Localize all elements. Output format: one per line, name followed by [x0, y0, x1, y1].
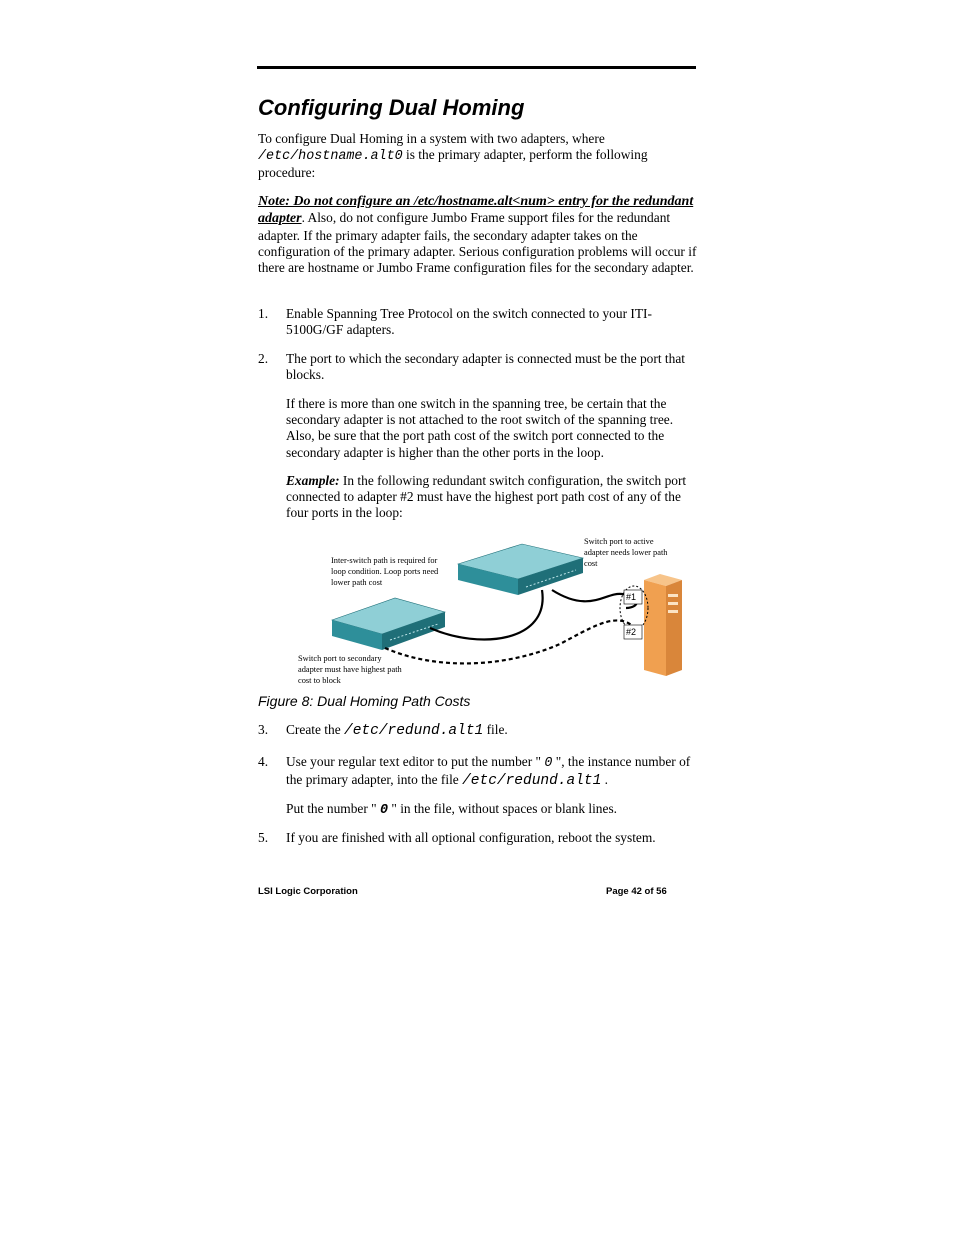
- step-3-path: /etc/redund.alt1: [344, 723, 484, 739]
- step-3: [258, 722, 698, 739]
- example-paragraph: [286, 473, 698, 522]
- dual-homing-figure: [290, 532, 700, 690]
- intro-text: To configure Dual Homing in a system with two adapters, where: [258, 131, 605, 146]
- page-title: Configuring Dual Homing: [258, 95, 525, 120]
- figure-caption: Figure 8: Dual Homing Path Costs: [258, 693, 471, 709]
- example-label: Example:: [286, 473, 340, 488]
- port-1-label: #1: [626, 592, 637, 602]
- step-2-paragraph: If there is more than one switch in the spanning tree, be certain that the secondary adapter is not attached to the root switch of the spanning tree. Also, be sure that the port path cost of the switch port connected to the secondary adapter is higher than the other ports in the loop.: [286, 396, 674, 460]
- note-bold: Note: Do not configure an /etc/hostname.alt<num> entry for the redundant adapter: [258, 194, 694, 227]
- step-4: [258, 754, 698, 789]
- switch-upper: [458, 544, 583, 595]
- interswitch-label: Inter-switch path is required for loop condition. Loop ports need lower path cost: [331, 556, 439, 587]
- top-rule: [257, 66, 696, 69]
- port-2-label: #2: [626, 627, 637, 637]
- step-text: [286, 754, 698, 789]
- step-4-middle: ", the instance number of the primary adapter, into the file: [286, 754, 691, 788]
- step-4-para-before: Put the number ": [286, 801, 380, 816]
- step-number: 4.: [258, 754, 269, 769]
- active-port-label: Switch port to active adapter needs lower path cost: [584, 537, 668, 568]
- step-number: 5.: [258, 830, 269, 845]
- step-4-before: Use your regular text editor to put the number ": [286, 754, 545, 769]
- step-number: 3.: [258, 722, 269, 737]
- step-2: [258, 351, 698, 383]
- note-rest: . Also, do not configure Jumbo Frame support files for the redundant adapter. If the primary adapter fails, the secondary adapter takes on the configuration of the primary adapter. Serious configuration problems will occur if there are hostname or Jumbo Frame configuration files for the secondary adapter.: [258, 210, 697, 276]
- example-text: In the following redundant switch configuration, the switch port connected to adapter #2 must have the highest port path cost of any of the four ports in the loop:: [286, 473, 687, 521]
- step-4-path: /etc/redund.alt1: [462, 773, 602, 790]
- intro-text-after: is the primary adapter, perform the following procedure:: [258, 147, 648, 181]
- step-4-para-after: " in the file, without spaces or blank lines.: [388, 801, 617, 816]
- note-paragraph: [258, 193, 698, 276]
- footer-company: LSI Logic Corporation: [258, 886, 358, 897]
- step-number: 2.: [258, 351, 269, 366]
- step-text: [286, 722, 698, 739]
- step-4-value: 0: [544, 756, 553, 771]
- inter-switch-link: [430, 590, 543, 639]
- footer-page-number: Page 42 of 56: [606, 886, 667, 897]
- step-text: Enable Spanning Tree Protocol on the switch connected to your ITI-5100G/GF adapters.: [286, 306, 652, 338]
- step-4-paragraph: [286, 801, 698, 819]
- intro-paragraph: [258, 131, 698, 182]
- step-5: [258, 830, 698, 846]
- secondary-port-label: Switch port to secondary adapter must have highest path cost to block: [298, 654, 402, 685]
- step-3-after: file.: [483, 722, 508, 737]
- step-4-para-value: 0: [379, 803, 389, 818]
- step-3-before: Create the: [286, 722, 344, 737]
- intro-path: /etc/hostname.alt0: [258, 149, 403, 165]
- step-text: If you are finished with all optional configuration, reboot the system.: [286, 830, 656, 845]
- step-number: 1.: [258, 306, 269, 321]
- switch-lower: [332, 598, 445, 650]
- step-4-after: .: [601, 772, 609, 788]
- step-1: [258, 306, 698, 338]
- step-text: The port to which the secondary adapter is connected must be the port that blocks.: [286, 351, 685, 383]
- server-tower: [620, 574, 682, 676]
